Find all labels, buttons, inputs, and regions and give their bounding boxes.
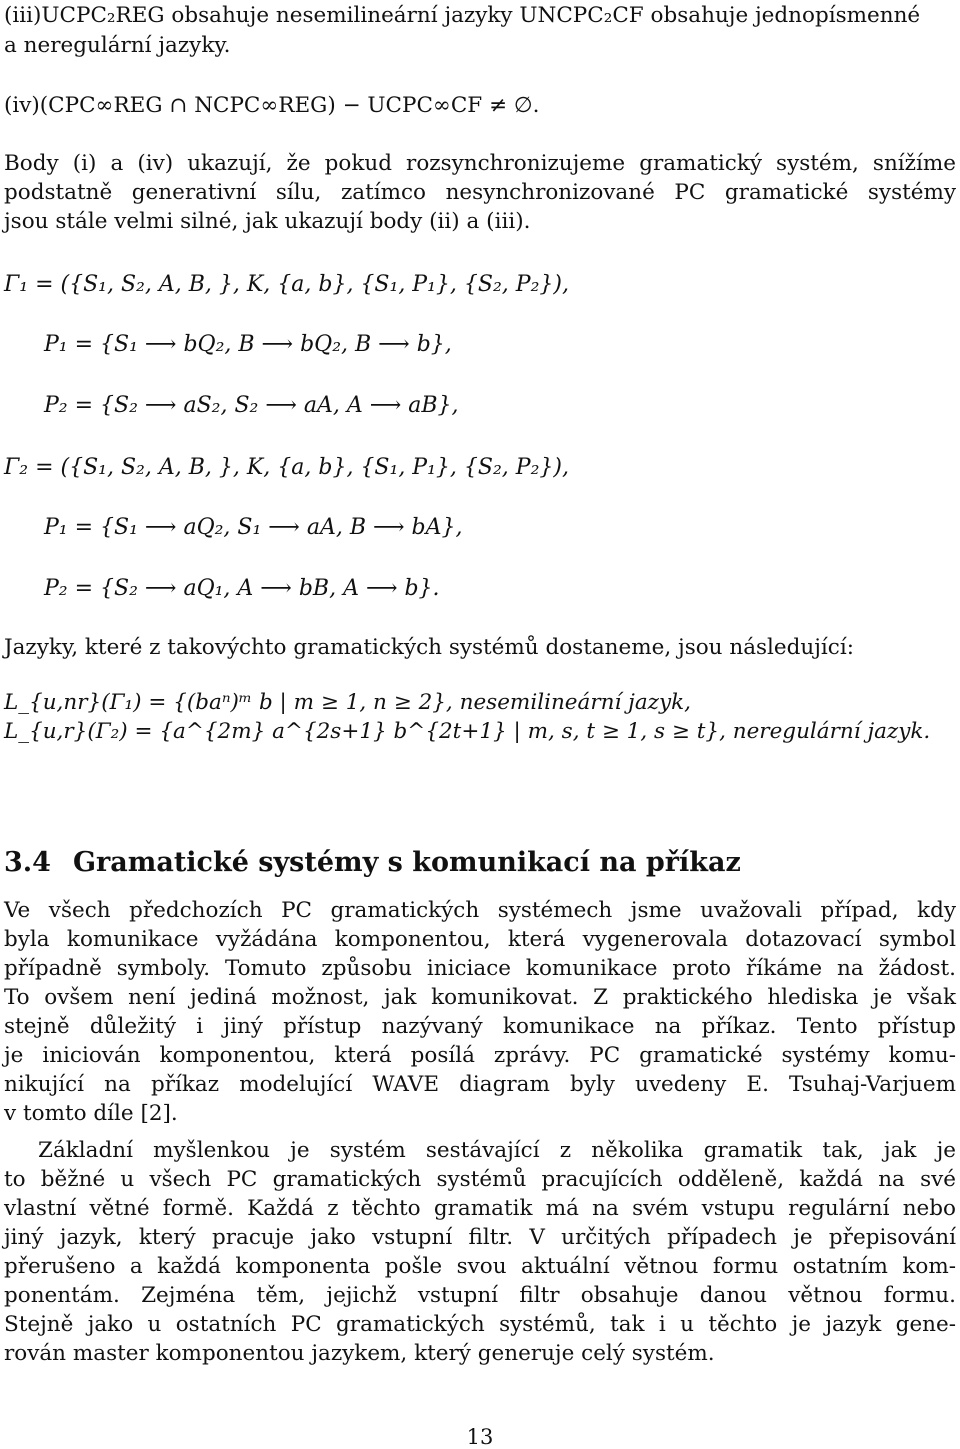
para1-line: Body (i) a (iv) ukazují, že pokud rozsynchronizujeme gramatický systém, snížíme (4, 151, 956, 176)
para2-line: Ve všech předchozích PC gramatických systémech jsme uvažovali případ, kdy (4, 898, 956, 923)
language-l-ur: L_{u,r}(Γ₂) = {a^{2m} a^{2s+1} b^{2t+1} | m, s, t ≥ 1, s ≥ t}, neregulární jazyk. (4, 719, 931, 744)
section-title: Gramatické systémy s komunikací na příkaz (72, 847, 741, 878)
language-l-unr: L_{u,nr}(Γ₁) = {(baⁿ)ᵐ b | m ≥ 1, n ≥ 2}, nesemilineární jazyk, (4, 690, 691, 715)
section-number: 3.4 (4, 847, 51, 878)
para3-line: to běžné u všech PC gramatických systémů pracujících odděleně, každá na své (4, 1167, 956, 1192)
para2-line: To ovšem není jediná možnost, jak komunikovat. Z praktického hlediska je však (4, 985, 956, 1010)
para2-line: případně symboly. Tomuto způsobu iniciace komunikace proto říkáme na žádost. (4, 956, 956, 981)
para1-line: jsou stále velmi silné, jak ukazují body (ii) a (iii). (4, 209, 531, 234)
result-iv-line: (iv)(CPC∞REG ∩ NCPC∞REG) − UCPC∞CF ≠ ∅. (4, 93, 540, 118)
gamma2-definition: Γ₂ = ({S₁, S₂, A, B, }, K, {a, b}, {S₁, P₁}, {S₂, P₂}), (4, 455, 569, 480)
para2-line: stejně důležitý i jiný přístup nazývaný komunikace na příkaz. Tento přístup (4, 1014, 956, 1039)
gamma1-p1-rules: P₁ = {S₁ ⟶ bQ₂, B ⟶ bQ₂, B ⟶ b}, (44, 332, 452, 357)
gamma2-p1-rules: P₁ = {S₁ ⟶ aQ₂, S₁ ⟶ aA, B ⟶ bA}, (44, 515, 463, 540)
para3-line: Základní myšlenkou je systém sestávající z několika gramatik tak, jak je (38, 1138, 956, 1163)
para3-line: jiný jazyk, který pracuje jako vstupní filtr. V určitých případech je přepisování (4, 1225, 956, 1250)
para3-line: přerušeno a každá komponenta pošle svou aktuální větnou formu ostatním kom- (4, 1254, 956, 1279)
para2-line: nikující na příkaz modelující WAVE diagram byly uvedeny E. Tsuhaj-Varjuem (4, 1072, 956, 1097)
gamma1-p2-rules: P₂ = {S₂ ⟶ aS₂, S₂ ⟶ aA, A ⟶ aB}, (44, 393, 459, 418)
para2-line: byla komunikace vyžádána komponentou, která vygenerovala dotazovací symbol (4, 927, 956, 952)
para2-line: v tomto díle [2]. (4, 1101, 178, 1126)
gamma2-p2-rules: P₂ = {S₂ ⟶ aQ₁, A ⟶ bB, A ⟶ b}. (44, 576, 440, 601)
languages-intro: Jazyky, které z takovýchto gramatických systémů dostaneme, jsou následující: (4, 635, 854, 660)
para3-line: ponentám. Zejména těm, jejichž vstupní filtr obsahuje danou větnou formu. (4, 1283, 956, 1308)
para3-line: Stejně jako u ostatních PC gramatických systémů, tak i u těchto je jazyk gene- (4, 1312, 956, 1337)
section-heading (4, 846, 741, 880)
result-iii-line-1: (iii)UCPC₂REG obsahuje nesemilineární jazyky UNCPC₂CF obsahuje jednopísmenné (4, 3, 921, 28)
result-iii-line-2: a neregulární jazyky. (4, 33, 231, 58)
page-number: 13 (466, 1425, 494, 1449)
para1-line: podstatně generativní sílu, zatímco nesynchronizované PC gramatické systémy (4, 180, 956, 205)
para2-line: je iniciován komponentou, která posílá zprávy. PC gramatické systémy komu- (4, 1043, 956, 1068)
para3-line: vlastní větné formě. Každá z těchto gramatik má na svém vstupu regulární nebo (4, 1196, 956, 1221)
gamma1-definition: Γ₁ = ({S₁, S₂, A, B, }, K, {a, b}, {S₁, P₁}, {S₂, P₂}), (4, 272, 569, 297)
para3-line: rován master komponentou jazykem, který generuje celý systém. (4, 1341, 715, 1366)
